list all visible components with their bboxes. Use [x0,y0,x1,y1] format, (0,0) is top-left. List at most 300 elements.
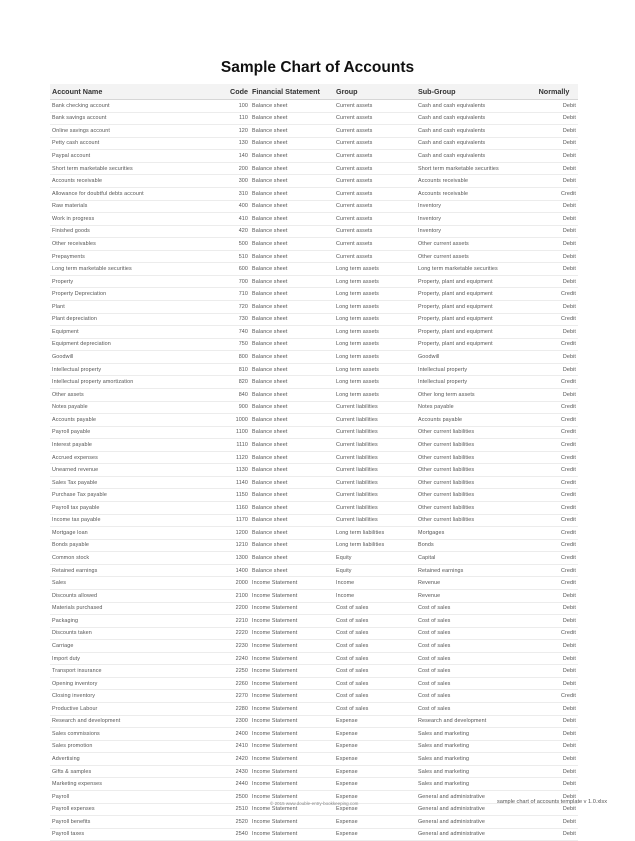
cell-code: 2420 [206,753,250,766]
cell-sub-group: Cash and cash equivalents [416,112,530,125]
table-row [50,690,578,703]
table-row [50,577,578,590]
cell-group: Income [334,577,416,590]
cell-sub-group: Cost of sales [416,703,530,716]
column-header-financial-statement: Financial Statement [250,84,334,100]
cell-financial-statement: Income Statement [250,665,334,678]
cell-account-name: Property Depreciation [50,288,206,301]
cell-account-name: Purchase Tax payable [50,489,206,502]
cell-normally: Credit [530,539,578,552]
cell-normally: Debit [530,250,578,263]
table-row [50,677,578,690]
cell-group: Cost of sales [334,652,416,665]
cell-sub-group: General and administrative [416,803,530,816]
cell-code: 1130 [206,464,250,477]
cell-financial-statement: Balance sheet [250,414,334,427]
cell-account-name: Advertising [50,753,206,766]
cell-normally: Credit [530,502,578,515]
cell-financial-statement: Balance sheet [250,187,334,200]
cell-group: Expense [334,790,416,803]
cell-code: 2540 [206,828,250,841]
table-row [50,539,578,552]
cell-financial-statement: Balance sheet [250,100,334,113]
table-row [50,225,578,238]
cell-financial-statement: Income Statement [250,602,334,615]
cell-account-name: Intellectual property amortization [50,376,206,389]
cell-normally: Credit [530,527,578,540]
cell-normally: Debit [530,753,578,766]
column-header-account-name: Account Name [50,84,206,100]
table-row [50,388,578,401]
table-row [50,652,578,665]
cell-financial-statement: Balance sheet [250,401,334,414]
cell-financial-statement: Balance sheet [250,426,334,439]
cell-financial-statement: Income Statement [250,803,334,816]
cell-normally: Debit [530,652,578,665]
cell-sub-group: Intellectual property [416,363,530,376]
cell-account-name: Paypal account [50,150,206,163]
cell-account-name: Discounts allowed [50,589,206,602]
cell-financial-statement: Income Statement [250,703,334,716]
cell-group: Cost of sales [334,703,416,716]
cell-code: 720 [206,301,250,314]
cell-normally: Debit [530,200,578,213]
cell-account-name: Import duty [50,652,206,665]
table-row [50,527,578,540]
table-row [50,464,578,477]
cell-account-name: Work in progress [50,213,206,226]
cell-sub-group: General and administrative [416,790,530,803]
cell-normally: Credit [530,489,578,502]
column-header-code: Code [206,84,250,100]
cell-account-name: Materials purchased [50,602,206,615]
cell-normally: Credit [530,451,578,464]
cell-normally: Debit [530,388,578,401]
cell-code: 2100 [206,589,250,602]
cell-sub-group: Cash and cash equivalents [416,125,530,138]
cell-group: Expense [334,728,416,741]
cell-code: 400 [206,200,250,213]
cell-sub-group: Cash and cash equivalents [416,150,530,163]
cell-group: Current assets [334,100,416,113]
cell-normally: Debit [530,275,578,288]
cell-code: 2260 [206,677,250,690]
cell-code: 1210 [206,539,250,552]
column-header-sub-group: Sub-Group [416,84,530,100]
cell-financial-statement: Income Statement [250,640,334,653]
accounts-table [50,84,578,841]
cell-account-name: Other receivables [50,238,206,251]
cell-normally: Debit [530,703,578,716]
cell-code: 130 [206,137,250,150]
cell-group: Long term liabilities [334,527,416,540]
cell-account-name: Sales Tax payable [50,476,206,489]
cell-account-name: Equipment [50,326,206,339]
cell-financial-statement: Balance sheet [250,250,334,263]
table-row [50,627,578,640]
cell-group: Current liabilities [334,502,416,515]
cell-group: Cost of sales [334,627,416,640]
cell-sub-group: Sales and marketing [416,765,530,778]
cell-group: Expense [334,740,416,753]
cell-group: Cost of sales [334,665,416,678]
cell-normally: Debit [530,640,578,653]
cell-sub-group: Inventory [416,213,530,226]
cell-code: 1100 [206,426,250,439]
cell-financial-statement: Balance sheet [250,213,334,226]
cell-code: 2270 [206,690,250,703]
table-row [50,615,578,628]
table-row [50,514,578,527]
cell-sub-group: Other current liabilities [416,514,530,527]
cell-financial-statement: Income Statement [250,816,334,829]
cell-sub-group: Cash and cash equivalents [416,137,530,150]
cell-account-name: Discounts taken [50,627,206,640]
cell-group: Expense [334,828,416,841]
cell-sub-group: Retained earnings [416,564,530,577]
cell-financial-statement: Income Statement [250,627,334,640]
cell-account-name: Opening inventory [50,677,206,690]
cell-sub-group: Capital [416,552,530,565]
cell-normally: Debit [530,263,578,276]
cell-group: Current assets [334,137,416,150]
cell-account-name: Research and development [50,715,206,728]
cell-normally: Debit [530,351,578,364]
cell-group: Current assets [334,125,416,138]
cell-group: Current assets [334,225,416,238]
cell-sub-group: General and administrative [416,816,530,829]
cell-account-name: Accrued expenses [50,451,206,464]
cell-sub-group: Short term marketable securities [416,162,530,175]
cell-account-name: Sales commissions [50,728,206,741]
cell-financial-statement: Balance sheet [250,464,334,477]
cell-financial-statement: Balance sheet [250,288,334,301]
cell-account-name: Gifts & samples [50,765,206,778]
cell-account-name: Online savings account [50,125,206,138]
cell-sub-group: Other current liabilities [416,476,530,489]
cell-financial-statement: Balance sheet [250,363,334,376]
cell-group: Cost of sales [334,690,416,703]
cell-sub-group: Cost of sales [416,652,530,665]
cell-account-name: Accounts receivable [50,175,206,188]
table-row [50,728,578,741]
cell-account-name: Payroll payable [50,426,206,439]
cell-sub-group: Intellectual property [416,376,530,389]
cell-code: 1140 [206,476,250,489]
table-row [50,338,578,351]
cell-code: 410 [206,213,250,226]
cell-sub-group: Property, plant and equipment [416,288,530,301]
cell-financial-statement: Income Statement [250,715,334,728]
cell-group: Current assets [334,238,416,251]
table-row [50,765,578,778]
cell-sub-group: General and administrative [416,828,530,841]
cell-code: 2210 [206,615,250,628]
cell-account-name: Allowance for doubtful debts account [50,187,206,200]
table-row [50,640,578,653]
cell-code: 2400 [206,728,250,741]
cell-group: Current assets [334,213,416,226]
cell-group: Long term liabilities [334,539,416,552]
table-row [50,112,578,125]
cell-account-name: Bank checking account [50,100,206,113]
cell-code: 800 [206,351,250,364]
cell-sub-group: Long term marketable securities [416,263,530,276]
cell-normally: Debit [530,803,578,816]
cell-financial-statement: Balance sheet [250,439,334,452]
table-row [50,451,578,464]
cell-financial-statement: Income Statement [250,589,334,602]
table-row [50,288,578,301]
cell-sub-group: Notes payable [416,401,530,414]
cell-group: Income [334,589,416,602]
cell-group: Current liabilities [334,451,416,464]
cell-financial-statement: Balance sheet [250,552,334,565]
cell-sub-group: Cost of sales [416,615,530,628]
table-row [50,414,578,427]
table-row [50,816,578,829]
cell-code: 1400 [206,564,250,577]
cell-financial-statement: Balance sheet [250,238,334,251]
cell-sub-group: Cost of sales [416,665,530,678]
cell-normally: Credit [530,288,578,301]
cell-normally: Credit [530,577,578,590]
cell-account-name: Packaging [50,615,206,628]
cell-account-name: Transport insurance [50,665,206,678]
cell-account-name: Property [50,275,206,288]
cell-group: Expense [334,803,416,816]
cell-code: 2440 [206,778,250,791]
cell-group: Long term assets [334,388,416,401]
cell-financial-statement: Balance sheet [250,313,334,326]
cell-sub-group: Accounts payable [416,414,530,427]
cell-normally: Credit [530,439,578,452]
cell-group: Current assets [334,150,416,163]
cell-financial-statement: Balance sheet [250,200,334,213]
cell-group: Expense [334,778,416,791]
cell-sub-group: Sales and marketing [416,778,530,791]
cell-group: Current assets [334,162,416,175]
cell-normally: Debit [530,225,578,238]
cell-financial-statement: Balance sheet [250,502,334,515]
cell-code: 1120 [206,451,250,464]
cell-financial-statement: Balance sheet [250,564,334,577]
cell-sub-group: Other current liabilities [416,439,530,452]
cell-group: Cost of sales [334,602,416,615]
cell-account-name: Payroll benefits [50,816,206,829]
cell-financial-statement: Balance sheet [250,388,334,401]
cell-sub-group: Other current assets [416,238,530,251]
table-row [50,778,578,791]
table-row [50,162,578,175]
table-row [50,715,578,728]
cell-code: 420 [206,225,250,238]
cell-sub-group: Cost of sales [416,627,530,640]
cell-normally: Debit [530,715,578,728]
cell-group: Long term assets [334,326,416,339]
table-header-row [50,84,578,100]
cell-code: 2200 [206,602,250,615]
cell-financial-statement: Balance sheet [250,326,334,339]
table-row [50,275,578,288]
cell-code: 2280 [206,703,250,716]
cell-account-name: Bonds payable [50,539,206,552]
cell-sub-group: Inventory [416,200,530,213]
table-row [50,502,578,515]
cell-normally: Debit [530,213,578,226]
cell-group: Expense [334,765,416,778]
cell-group: Current assets [334,175,416,188]
table-row [50,213,578,226]
table-row [50,602,578,615]
cell-account-name: Plant [50,301,206,314]
cell-sub-group: Property, plant and equipment [416,338,530,351]
cell-code: 1110 [206,439,250,452]
cell-sub-group: Other long term assets [416,388,530,401]
cell-code: 740 [206,326,250,339]
cell-code: 1300 [206,552,250,565]
table-row [50,200,578,213]
table-row [50,326,578,339]
table-row [50,552,578,565]
cell-financial-statement: Balance sheet [250,351,334,364]
cell-normally: Credit [530,464,578,477]
cell-sub-group: Other current liabilities [416,464,530,477]
table-body [50,100,578,841]
cell-account-name: Notes payable [50,401,206,414]
cell-sub-group: Cost of sales [416,690,530,703]
table-row [50,313,578,326]
cell-account-name: Equipment depreciation [50,338,206,351]
cell-normally: Debit [530,828,578,841]
cell-sub-group: Other current liabilities [416,426,530,439]
cell-financial-statement: Income Statement [250,652,334,665]
cell-normally: Credit [530,564,578,577]
cell-financial-statement: Balance sheet [250,338,334,351]
footer-filename: sample chart of accounts template v 1.0.xlsx [496,799,607,805]
cell-sub-group: Revenue [416,577,530,590]
cell-account-name: Productive Labour [50,703,206,716]
cell-group: Current liabilities [334,514,416,527]
cell-sub-group: Goodwill [416,351,530,364]
table-row [50,100,578,113]
cell-group: Equity [334,552,416,565]
cell-normally: Debit [530,150,578,163]
cell-financial-statement: Balance sheet [250,451,334,464]
table-row [50,753,578,766]
cell-normally: Debit [530,162,578,175]
cell-financial-statement: Balance sheet [250,539,334,552]
cell-code: 110 [206,112,250,125]
cell-code: 750 [206,338,250,351]
cell-group: Current liabilities [334,476,416,489]
cell-group: Current liabilities [334,439,416,452]
cell-normally: Debit [530,238,578,251]
cell-financial-statement: Income Statement [250,778,334,791]
cell-financial-statement: Balance sheet [250,225,334,238]
table-row [50,301,578,314]
cell-normally: Debit [530,665,578,678]
cell-financial-statement: Balance sheet [250,150,334,163]
cell-code: 120 [206,125,250,138]
cell-code: 600 [206,263,250,276]
table-row [50,489,578,502]
cell-financial-statement: Income Statement [250,753,334,766]
cell-normally: Credit [530,690,578,703]
cell-code: 1160 [206,502,250,515]
cell-normally: Credit [530,338,578,351]
cell-normally: Debit [530,602,578,615]
cell-normally: Credit [530,376,578,389]
cell-account-name: Payroll tax payable [50,502,206,515]
cell-normally: Credit [530,401,578,414]
table-row [50,376,578,389]
cell-normally: Debit [530,740,578,753]
cell-account-name: Marketing expenses [50,778,206,791]
cell-sub-group: Other current liabilities [416,502,530,515]
column-header-normally: Normally [530,84,578,100]
table-row [50,238,578,251]
cell-code: 2300 [206,715,250,728]
cell-group: Long term assets [334,351,416,364]
cell-code: 2410 [206,740,250,753]
cell-normally: Debit [530,589,578,602]
cell-code: 2000 [206,577,250,590]
cell-normally: Debit [530,175,578,188]
cell-sub-group: Mortgages [416,527,530,540]
cell-code: 510 [206,250,250,263]
cell-sub-group: Other current assets [416,250,530,263]
cell-normally: Debit [530,363,578,376]
cell-group: Current liabilities [334,489,416,502]
cell-normally: Debit [530,137,578,150]
cell-financial-statement: Balance sheet [250,112,334,125]
table-row [50,564,578,577]
table-row [50,351,578,364]
cell-sub-group: Bonds [416,539,530,552]
cell-normally: Credit [530,426,578,439]
cell-financial-statement: Balance sheet [250,263,334,276]
cell-account-name: Income tax payable [50,514,206,527]
cell-financial-statement: Balance sheet [250,514,334,527]
page-title: Sample Chart of Accounts [220,59,415,76]
cell-code: 1170 [206,514,250,527]
cell-group: Long term assets [334,376,416,389]
cell-code: 2250 [206,665,250,678]
cell-normally: Debit [530,112,578,125]
table-row [50,250,578,263]
cell-financial-statement: Income Statement [250,828,334,841]
cell-account-name: Finished goods [50,225,206,238]
cell-group: Long term assets [334,338,416,351]
cell-group: Current liabilities [334,414,416,427]
cell-financial-statement: Balance sheet [250,175,334,188]
cell-code: 710 [206,288,250,301]
cell-code: 100 [206,100,250,113]
cell-sub-group: Cost of sales [416,677,530,690]
table-row [50,125,578,138]
table-row [50,137,578,150]
cell-code: 140 [206,150,250,163]
cell-account-name: Bank savings account [50,112,206,125]
cell-account-name: Payroll [50,790,206,803]
cell-financial-statement: Balance sheet [250,125,334,138]
cell-normally: Debit [530,778,578,791]
cell-code: 1200 [206,527,250,540]
cell-normally: Debit [530,790,578,803]
cell-sub-group: Other current liabilities [416,451,530,464]
cell-account-name: Closing inventory [50,690,206,703]
